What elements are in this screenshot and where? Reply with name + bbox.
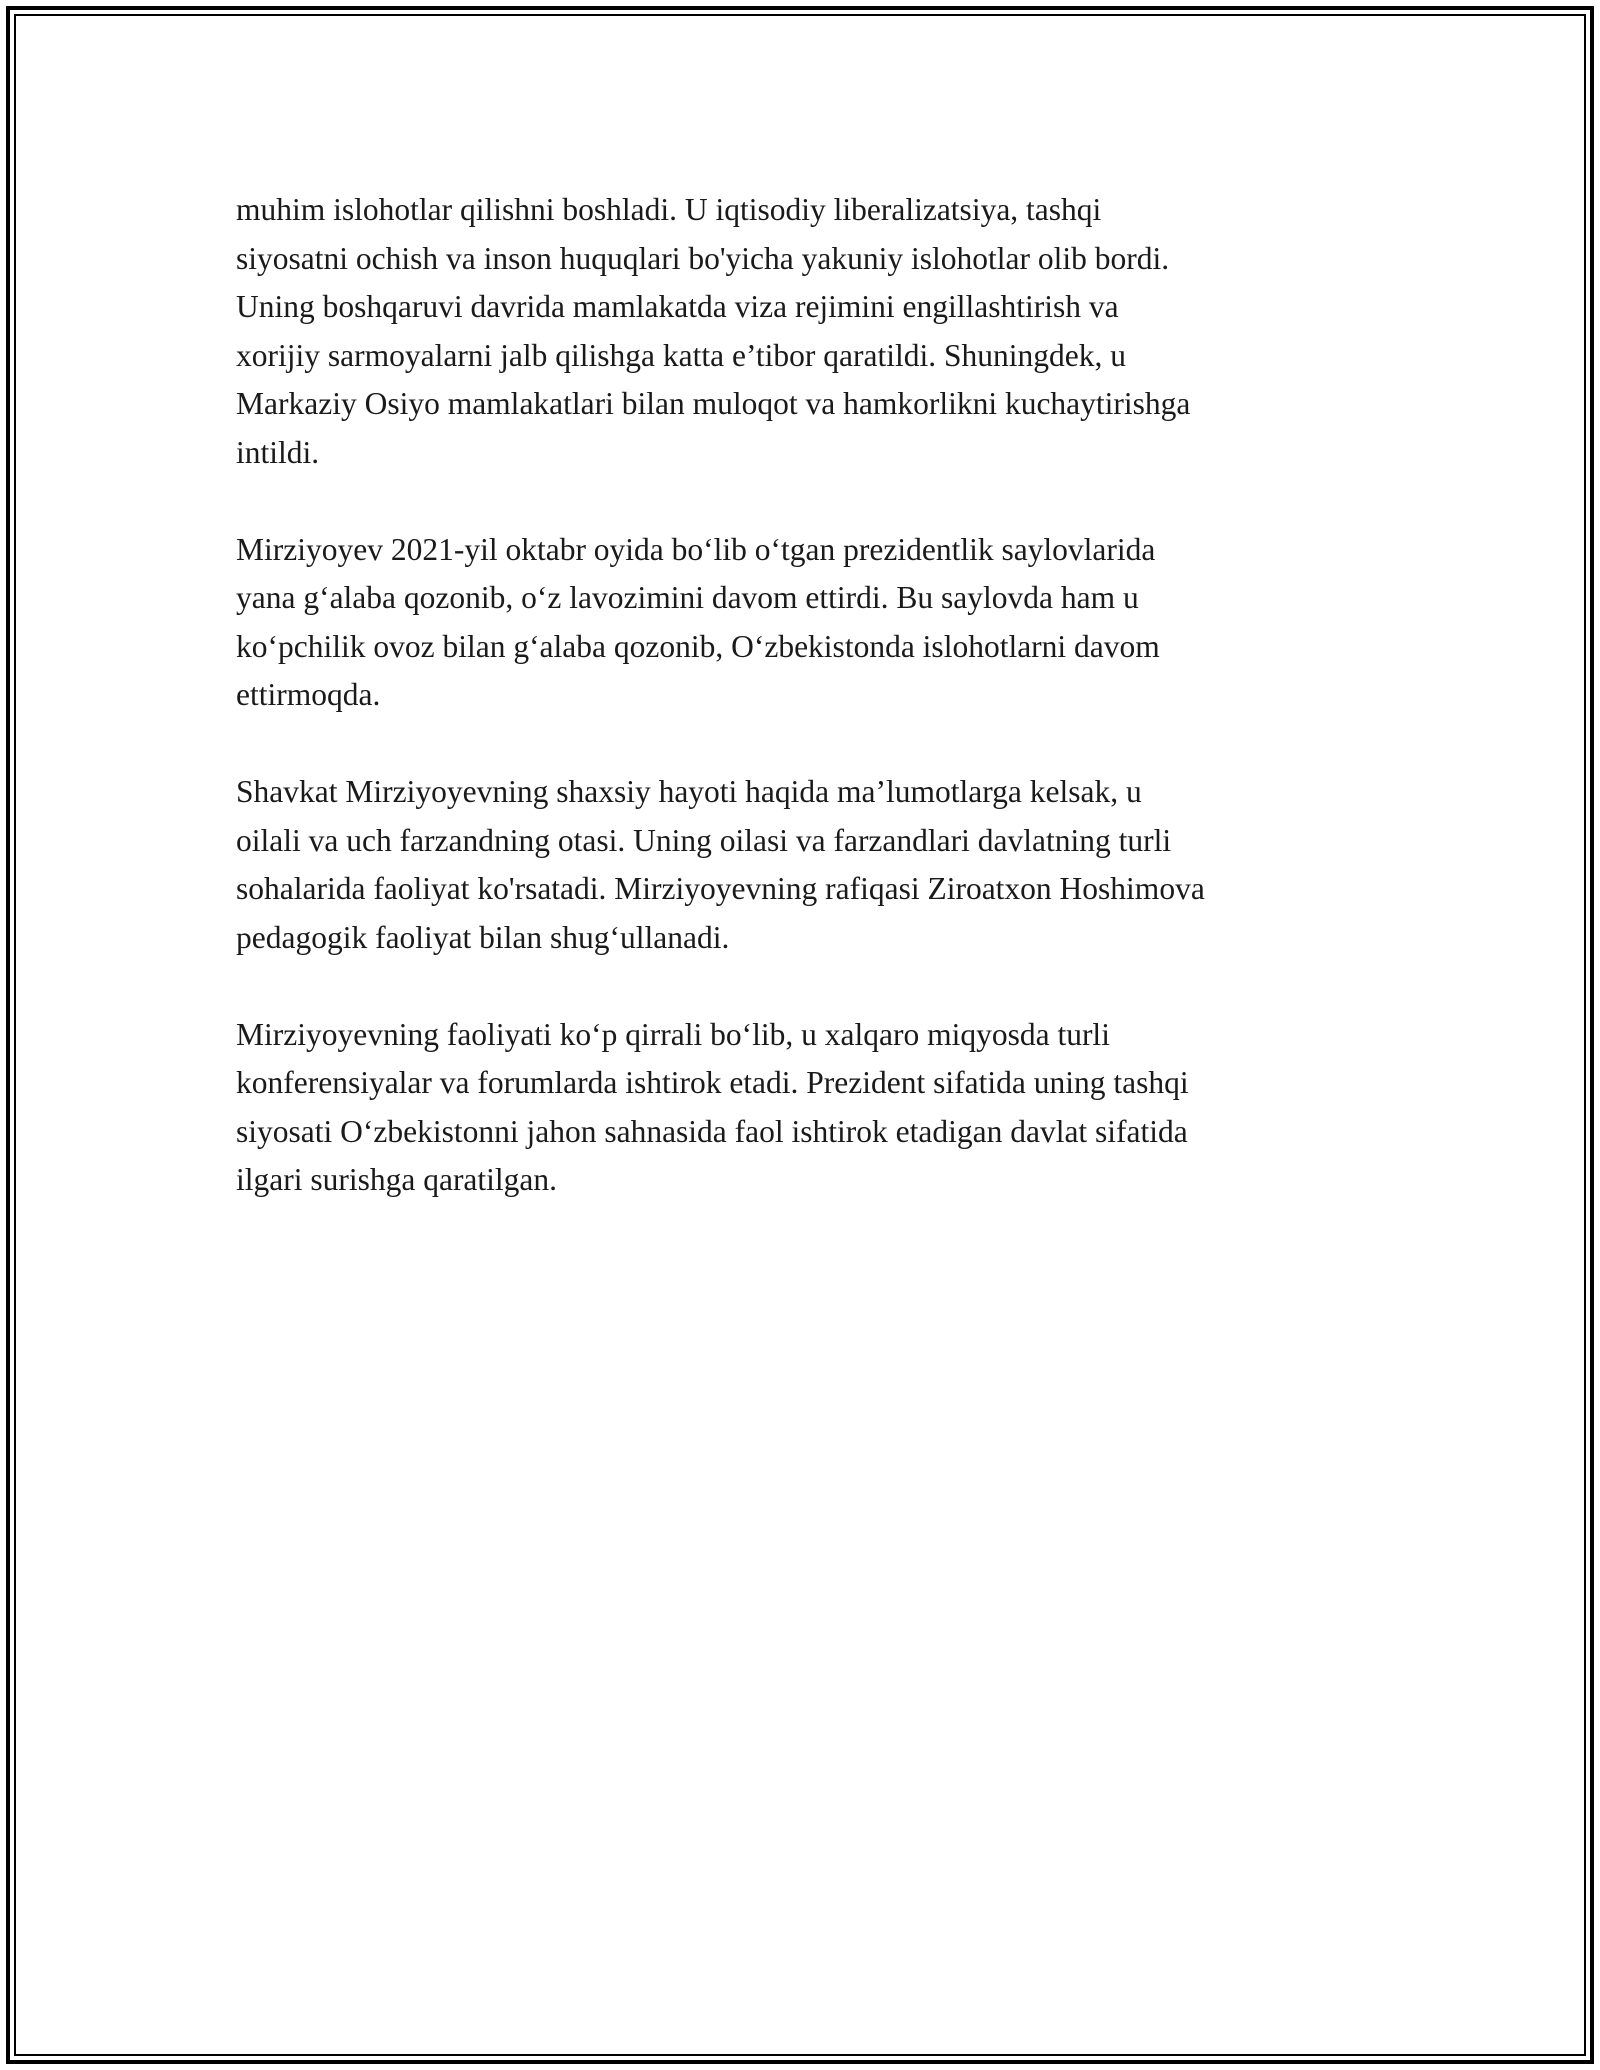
- text-line: pedagogik faoliyat bilan shug‘ullanadi.: [236, 919, 730, 955]
- text-line: oilali va uch farzandning otasi. Uning oilasi va farzandlari davlatning turli: [236, 822, 1172, 858]
- text-line: ettirmoqda.: [236, 677, 381, 712]
- text-line: intildi.: [236, 434, 320, 470]
- document-body: [236, 186, 1376, 1253]
- text-line: muhim islohotlar qilishni boshladi. U iqtisodiy liberalizatsiya, tashqi: [236, 192, 1102, 227]
- paragraph: [236, 186, 1376, 477]
- text-line: ko‘pchilik ovoz bilan g‘alaba qozonib, O‘zbekistonda islohotlarni davom: [236, 628, 1160, 664]
- text-line: Uning boshqaruvi davrida mamlakatda viza rejimini engillashtirish va: [236, 289, 1119, 324]
- text-line: Markaziy Osiyo mamlakatlari bilan muloqot va hamkorlikni kuchaytirishga: [236, 386, 1191, 421]
- text-line: konferensiyalar va forumlarda ishtirok etadi. Prezident sifatida uning tashqi: [236, 1065, 1189, 1100]
- text-line: yana g‘alaba qozonib, o‘z lavozimini davom ettirdi. Bu saylovda ham u: [236, 580, 1139, 615]
- text-line: Mirziyoyevning faoliyati ko‘p qirrali bo‘lib, u xalqaro miqyosda turli: [236, 1016, 1110, 1052]
- text-line: ilgari surishga qaratilgan.: [236, 1162, 558, 1197]
- paragraph: [236, 526, 1376, 720]
- text-line: xorijiy sarmoyalarni jalb qilishga katta e’tibor qaratildi. Shuningdek, u: [236, 337, 1126, 373]
- paragraph: [236, 768, 1376, 962]
- paragraph: [236, 1011, 1376, 1205]
- text-line: siyosatni ochish va inson huquqlari bo'yicha yakuniy islohotlar olib bordi.: [236, 240, 1170, 276]
- text-line: sohalarida faoliyat ko'rsatadi. Mirziyoyevning rafiqasi Ziroatxon Hoshimova: [236, 871, 1205, 906]
- text-line: Shavkat Mirziyoyevning shaxsiy hayoti haqida ma’lumotlarga kelsak, u: [236, 774, 1142, 809]
- text-line: Mirziyoyev 2021-yil oktabr oyida bo‘lib o‘tgan prezidentlik saylovlarida: [236, 531, 1156, 567]
- text-line: siyosati O‘zbekistonni jahon sahnasida faol ishtirok etadigan davlat sifatida: [236, 1113, 1188, 1149]
